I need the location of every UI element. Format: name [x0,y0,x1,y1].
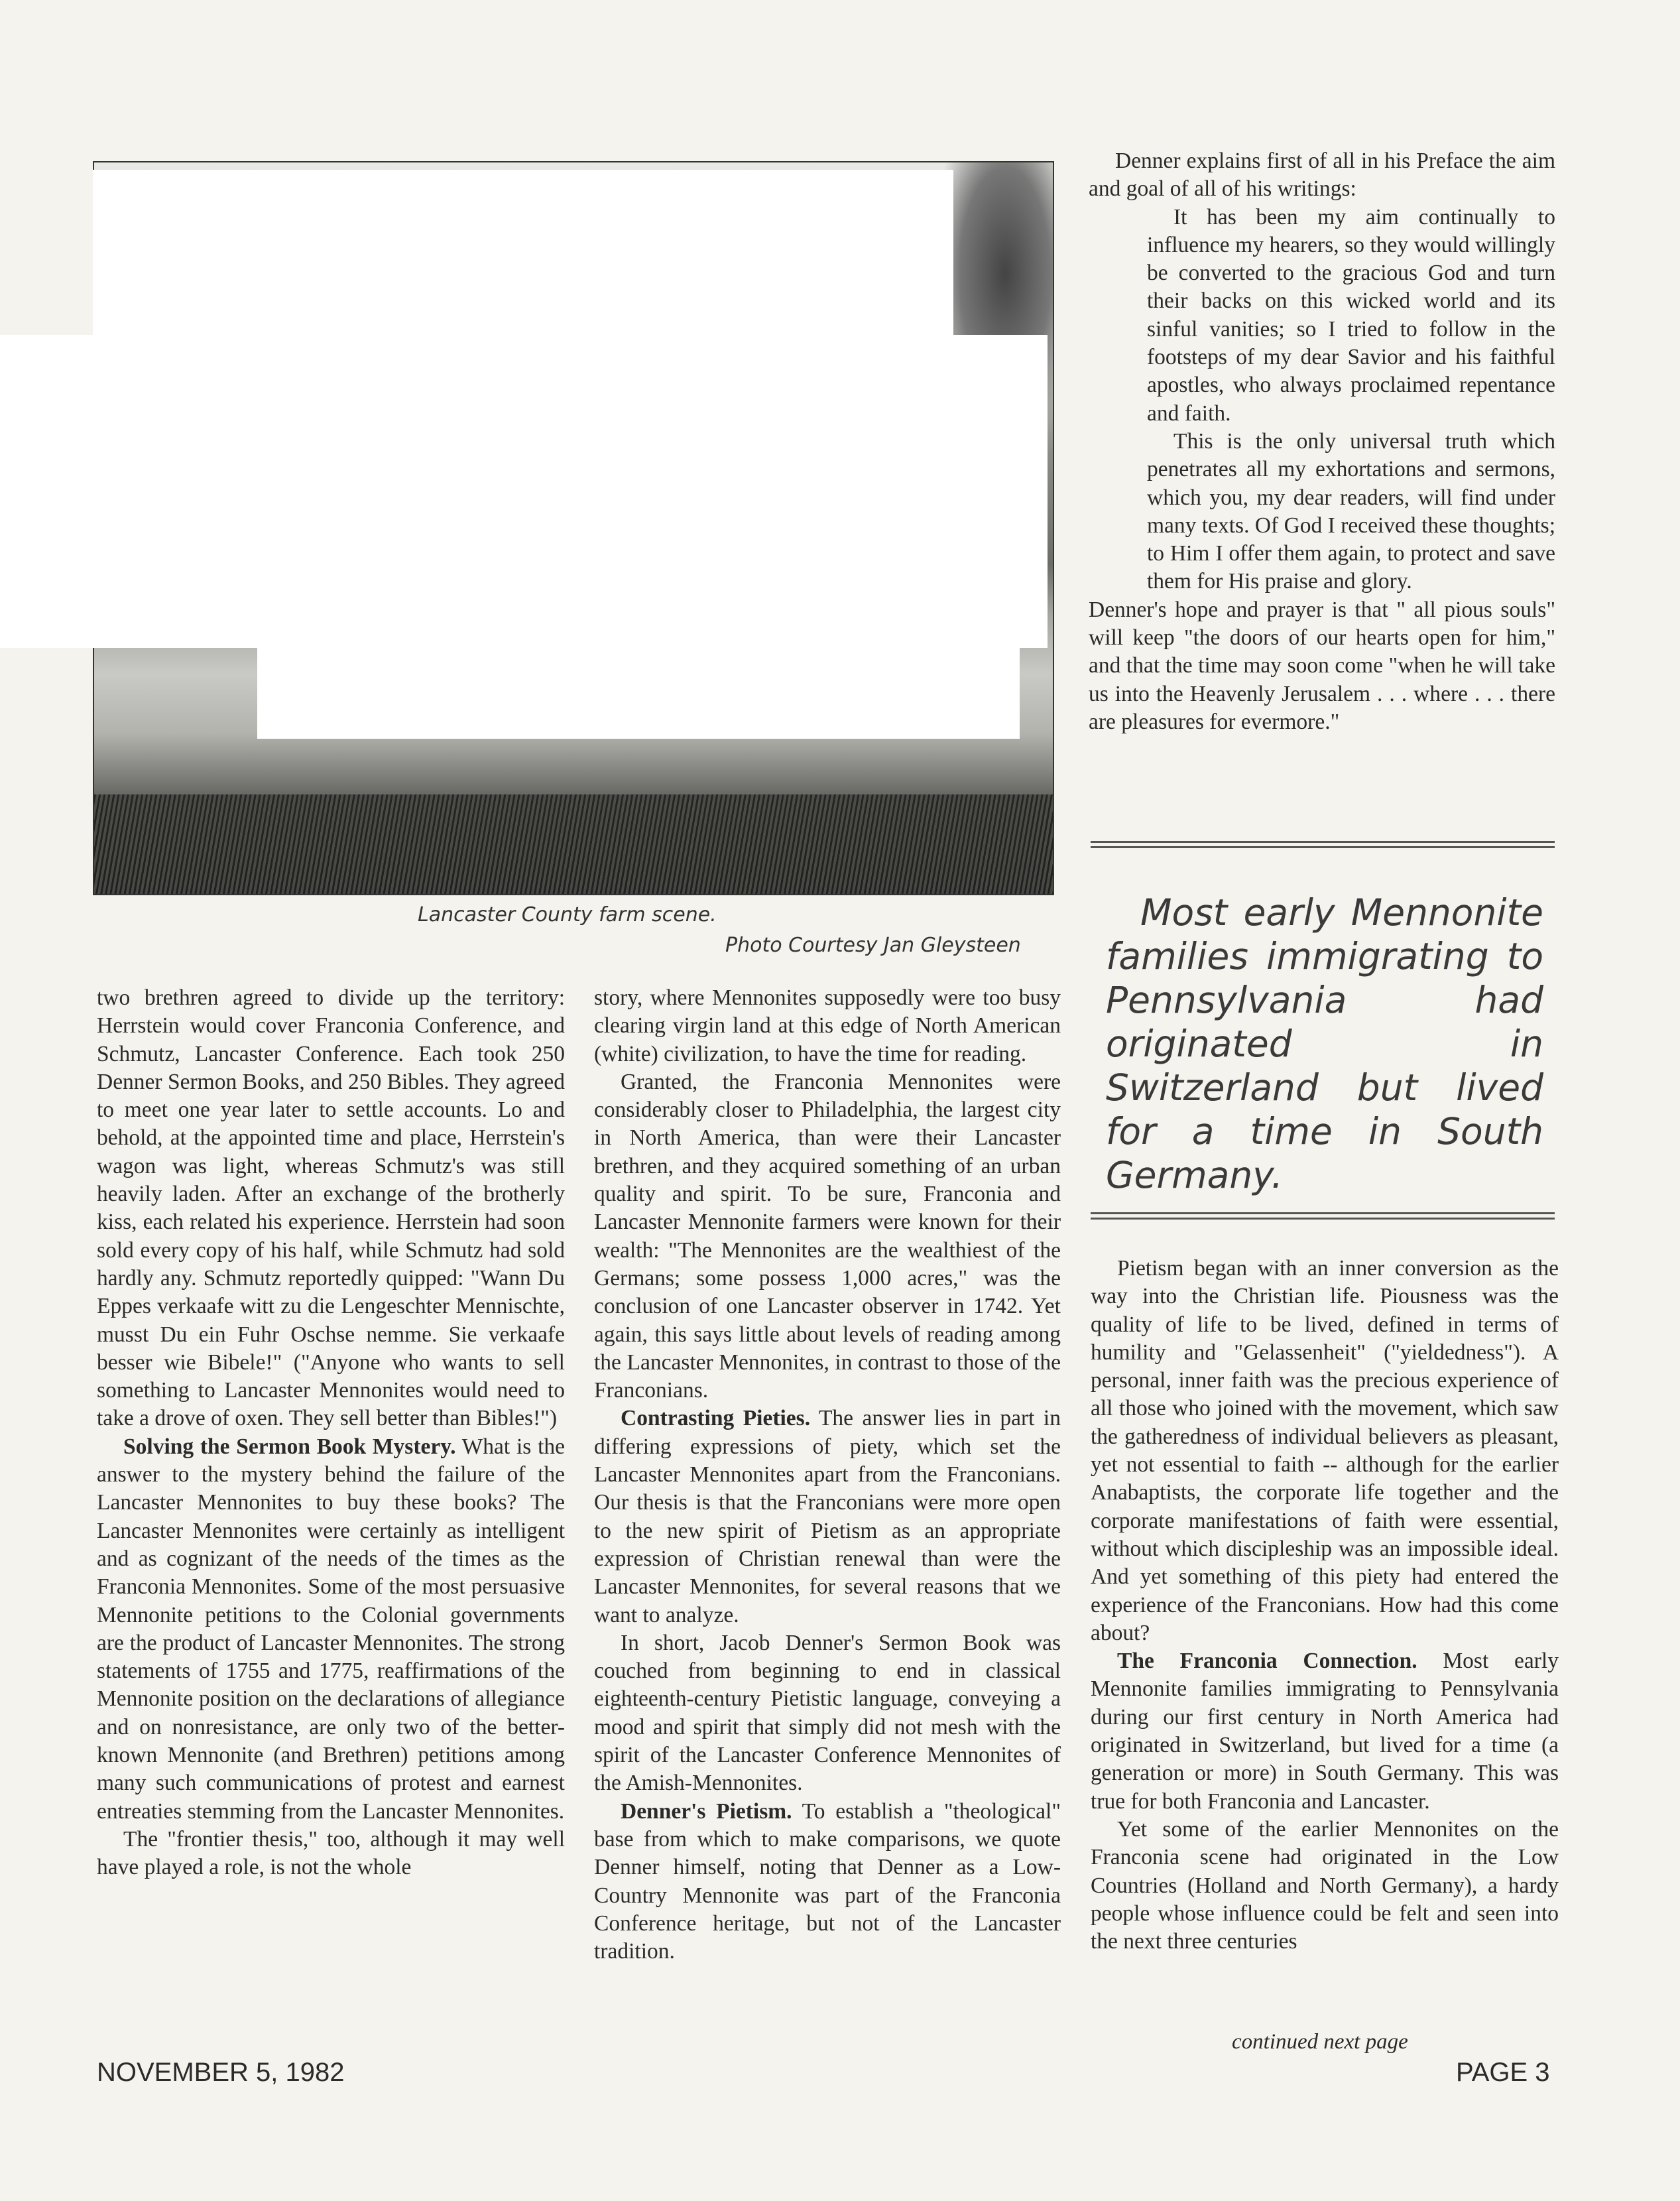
photo-caption: Lancaster County farm scene. [418,903,717,926]
issue-date: NOVEMBER 5, 1982 [97,2058,345,2087]
redaction-block-lower [257,643,1020,739]
column-3-bottom [1091,1255,1559,1956]
paragraph-text: To establish a "theological" base from which to make comparisons, we quote Denner himself, noting that Denner as a Low-Country Mennonite was part of the Franconia Conference heritage, but not of the Lancaster tradition. [594,1798,1061,1964]
paragraph: Pietism began with an inner conversion as the way into the Christian life. Piousness was the quality of life to be lived, defined in terms of humility and "Gelassenheit" ("yieldedness"). A personal, inner faith was the precious experience of all those who joined with the movement, which saw the gatheredness of individual believers as pleasant, yet not essential to faith -- although for the earlier Anabaptists, the corporate life together and the corporate manifestations of faith were essential, without which discipleship was an impossible ideal. And yet something of this piety had entered the experience of the Franconians. How had this come about? [1091,1256,1559,1645]
redaction-block-top [93,170,953,338]
grass-image-area [94,794,1053,894]
column-2 [594,984,1061,1966]
column-3-top [1089,147,1555,736]
photo-credit: Photo Courtesy Jan Gleysteen [725,934,1021,957]
page-number: PAGE 3 [1456,2058,1550,2087]
paragraph: Denner explains first of all in his Preface the aim and goal of all of his writings: [1089,149,1555,202]
paragraph: two brethren agreed to divide up the territory: Herrstein would cover Franconia Conference, and Schmutz, Lancaster Conference. Each took 250 Denner Sermon Books, and 250 Bibles. They agreed to meet one year later to settle accounts. Lo and behold, at the appointed time and place, Herrstein's wagon was light, whereas Schmutz's was still heavily laden. After an exchange of the brotherly kiss, each related his experience. Herrstein had soon sold every copy of his half, while Schmutz had sold hardly any. Schmutz reportedly quipped: "Wann Du Eppes verkaafe witt zu die Lengeschter Mennischte, musst Du ein Fuhr Oschse nemme. Sie verkaafe besser wie Bibele!" ("Anyone who wants to sell something to Lancaster Mennonites would need to take a drove of oxen. They sell better than Bibles!") [97,985,565,1431]
subhead: Solving the Sermon Book Mystery. [123,1434,456,1459]
column-1 [97,984,565,1882]
paragraph-text: Most early Mennonite families immigrating to Pennsylvania during our first century in North America had originated in Switzerland, but lived for a time (a generation or more) in South Germany. This was true for both Franconia and Lancaster. [1091,1649,1559,1814]
continued-note: continued next page [1232,2030,1408,2054]
subhead: Denner's Pietism. [621,1798,792,1824]
pull-quote-text: Most early Mennonite families immigrating to Pennsylvania had originated in Switzerland but lived for a time in South Germany. [1106,891,1543,1196]
paragraph [97,1433,565,1826]
paragraph-text: The answer lies in part in differing expressions of piety, which set the Lancaster Mennonites apart from the Franconians. Our thesis is that the Franconians were more open to the new spirit of Pietism as an appropriate expression of Christian renewal than were the Lancaster Mennonites, for several reasons that we want to analyze. [594,1406,1061,1627]
pull-quote [1106,891,1543,1197]
subhead: The Franconia Connection. [1117,1649,1417,1674]
redaction-block-main [0,335,1048,648]
paragraph [594,1405,1061,1629]
paragraph: Yet some of the earlier Mennonites on the Franconia scene had originated in the Low Countries (Holland and North Germany), a hardy people whose influence could be felt and seen into the next three centuries [1091,1816,1559,1954]
paragraph: story, where Mennonites supposedly were too busy clearing virgin land at this edge of North American (white) civilization, to have the time for reading. [594,985,1061,1066]
paragraph-text: What is the answer to the mystery behind the failure of the Lancaster Mennonites to buy these books? The Lancaster Mennonites were certainly as intelligent and as cognizant of the needs of the times as the Franconia Mennonites. Some of the most persuasive Mennonite petitions to the Colonial governments are the product of Lancaster Mennonites. The strong statements of 1755 and 1775, reaffirmations of the Mennonite position on the declarations of allegiance and on nonresistance, are only two of the better-known Mennonite (and Brethren) petitions among many such communications of protest and earnest entreaties stemming from the Lancaster Mennonites. [97,1434,565,1824]
paragraph: Denner's hope and prayer is that " all pious souls" will keep "the doors of our hearts open for him," and that the time may soon come "when he will take us into the Heavenly Jerusalem . . . where . . . there are pleasures for evermore." [1089,597,1555,734]
paragraph [1091,1647,1559,1816]
divider-rule [1091,841,1555,848]
paragraph: The "frontier thesis," too, although it may well have played a role, is not the whole [97,1826,565,1880]
quote-paragraph: It has been my aim continually to influence my hearers, so they would willingly be converted to the gracious God and turn their backs on this wicked world and its sinful vanities; so I tried to follow in the footsteps of my dear Savior and his faithful apostles, who always proclaimed repentance and faith. [1147,204,1555,426]
paragraph [594,1798,1061,1966]
paragraph: Granted, the Franconia Mennonites were considerably closer to Philadelphia, the largest city in North America, than were their Lancaster brethren, and they acquired something of an urban quality and spirit. To be sure, Franconia and Lancaster Mennonite farmers were known for their wealth: "The Mennonites are the wealthiest of the Germans; some possess 1,000 acres," was the conclusion of one Lancaster observer in 1742. Yet again, this says little about levels of reading among the Lancaster Mennonites, in contrast to those of the Franconians. [594,1069,1061,1403]
divider-rule [1091,1212,1555,1220]
quote-paragraph: This is the only universal truth which penetrates all my exhortations and sermons, which you, my dear readers, will find under many texts. Of God I received these thoughts; to Him I offer them again, to protect and save them for His praise and glory. [1147,428,1555,594]
subhead: Contrasting Pieties. [621,1406,811,1431]
paragraph: In short, Jacob Denner's Sermon Book was couched from beginning to end in classical eighteenth-century Pietistic language, conveying a mood and spirit that simply did not mesh with the spirit of the Lancaster Conference Mennonites of the Amish-Mennonites. [594,1630,1061,1796]
block-quote [1089,204,1555,596]
